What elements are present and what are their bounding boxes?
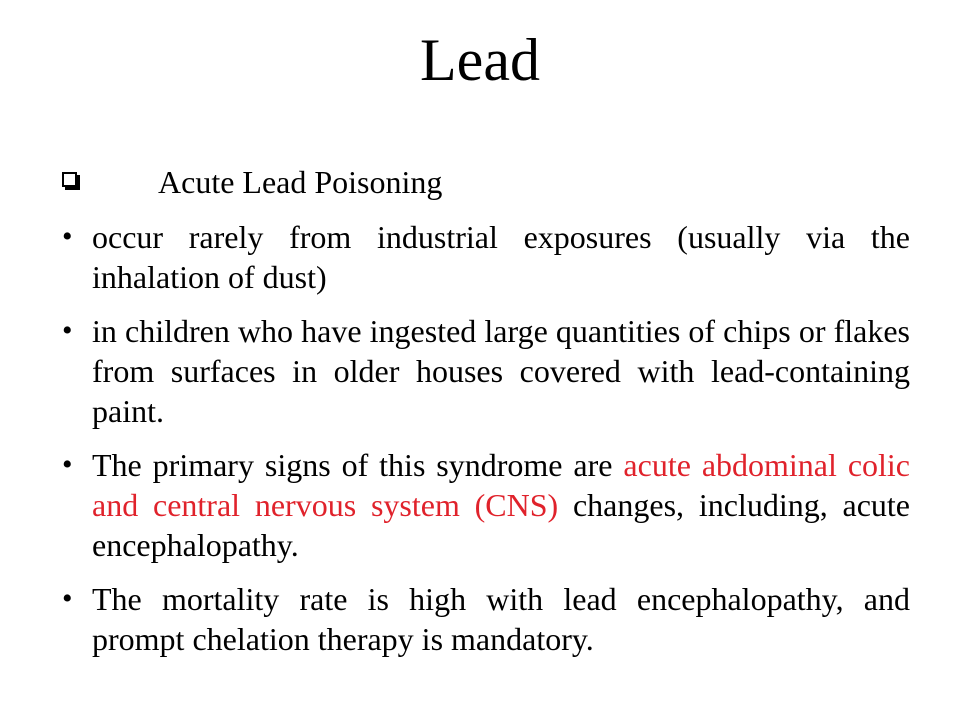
bullet-text-tail: changes, including, acute encephalopathy. (92, 487, 911, 563)
bullet-text-lead: The primary signs of this syndrome are (92, 447, 624, 483)
list-item (62, 445, 910, 565)
checkbox-icon (62, 172, 77, 187)
bullet-icon: • (62, 314, 73, 347)
list-item (62, 579, 910, 659)
bullet-text (92, 445, 910, 565)
bullet-icon: • (62, 220, 73, 253)
slide-title: Lead (420, 27, 540, 93)
bullet-list (62, 217, 910, 673)
list-item (62, 217, 910, 297)
bullet-icon: • (62, 582, 73, 615)
bullet-icon: • (62, 448, 73, 481)
list-item (62, 311, 910, 431)
section-heading-text: Acute Lead Poisoning (158, 164, 443, 200)
bullet-text: The mortality rate is high with lead encephalopathy, and prompt chelation therapy is mandatory. (92, 581, 910, 657)
bullet-text: in children who have ingested large quantities of chips or flakes from surfaces in older houses covered with lead-containing paint. (92, 313, 910, 429)
highlighted-text: acute abdominal colic and central nervous system (CNS) (92, 447, 911, 523)
bullet-text: occur rarely from industrial exposures (usually via the inhalation of dust) (92, 219, 910, 295)
